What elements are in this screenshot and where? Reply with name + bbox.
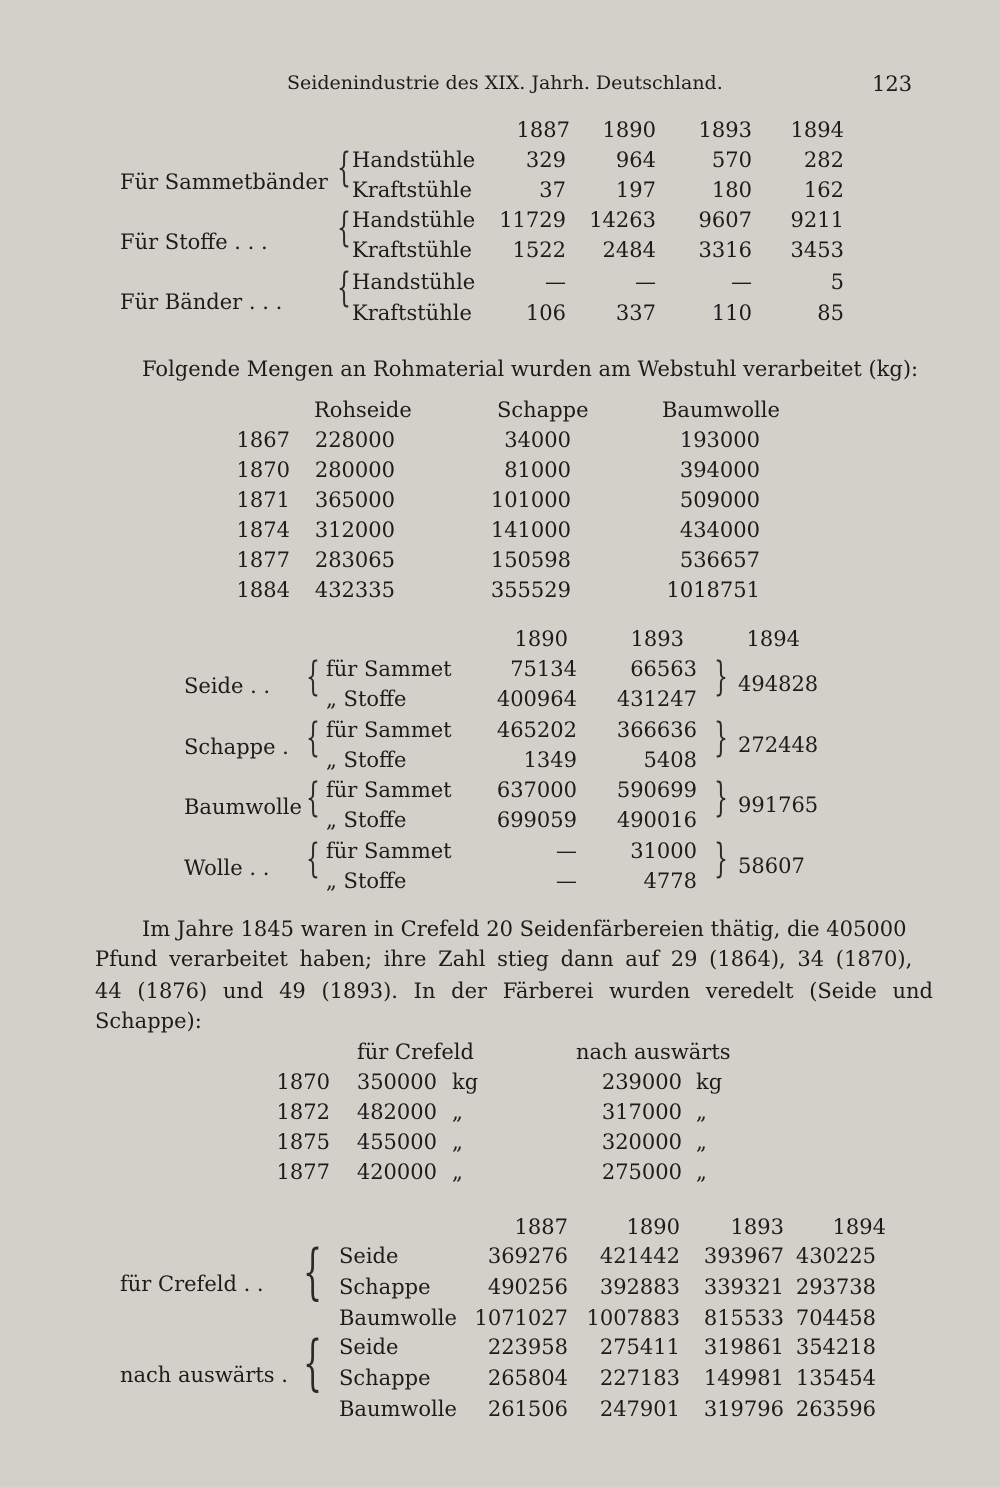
table-cell: 228000 xyxy=(314,428,395,452)
row-label: Handstühle xyxy=(352,208,476,232)
column-header-year: 1894 xyxy=(790,118,844,142)
row-label: Kraftstühle xyxy=(352,238,472,262)
unit-label: „ xyxy=(696,1160,707,1184)
column-header-year: 1894 xyxy=(746,627,800,651)
paragraph-line: Im Jahre 1845 waren in Crefeld 20 Seidenfärbereien thätig, die 405000 xyxy=(142,917,907,941)
table-cell: 350000 xyxy=(356,1070,437,1094)
row-label: Baumwolle xyxy=(339,1397,457,1421)
table-cell: 227183 xyxy=(599,1366,680,1390)
table-cell: 263596 xyxy=(795,1397,876,1421)
row-label: Handstühle xyxy=(352,270,476,294)
table-cell: 34000 xyxy=(504,428,571,452)
group-total: 272448 xyxy=(738,733,819,757)
group-total: 494828 xyxy=(738,672,819,696)
brace: } xyxy=(714,775,728,821)
unit-label: „ xyxy=(452,1130,463,1154)
table-cell: 392883 xyxy=(599,1275,680,1299)
table-cell: 465202 xyxy=(496,718,577,742)
row-year: 1875 xyxy=(276,1130,330,1154)
table-cell: — xyxy=(556,869,577,893)
table-cell: 1018751 xyxy=(666,578,760,602)
table-cell: 431247 xyxy=(616,687,697,711)
row-year: 1867 xyxy=(236,428,290,452)
row-label: für Sammet xyxy=(326,778,452,802)
column-header-year: 1887 xyxy=(514,1215,568,1239)
brace: { xyxy=(306,836,320,882)
table-cell: 490256 xyxy=(487,1275,568,1299)
row-label: „ Stoffe xyxy=(326,687,407,711)
row-year: 1884 xyxy=(236,578,290,602)
table-cell: 37 xyxy=(539,178,566,202)
table-cell: 355529 xyxy=(490,578,571,602)
table-cell: 110 xyxy=(711,301,752,325)
table-cell: — xyxy=(635,270,656,294)
column-header-year: 1894 xyxy=(832,1215,886,1239)
table-cell: 337 xyxy=(615,301,656,325)
group-label: Für Sammetbänder xyxy=(120,170,328,194)
column-header: Baumwolle xyxy=(662,398,780,422)
table-cell: 193000 xyxy=(679,428,760,452)
column-header: Rohseide xyxy=(314,398,412,422)
table-cell: 5408 xyxy=(643,748,697,772)
table-cell: 280000 xyxy=(314,458,395,482)
column-header-year: 1890 xyxy=(514,627,568,651)
unit-label: kg xyxy=(452,1070,479,1094)
table-cell: 490016 xyxy=(616,808,697,832)
table-cell: 275411 xyxy=(599,1335,680,1359)
row-year: 1874 xyxy=(236,518,290,542)
brace: { xyxy=(337,205,351,251)
brace: } xyxy=(714,654,728,700)
table-cell: 150598 xyxy=(490,548,571,572)
group-label: Für Bänder . . . xyxy=(120,290,283,314)
table-cell: 1071027 xyxy=(474,1306,568,1330)
unit-label: „ xyxy=(696,1100,707,1124)
table-cell: 14263 xyxy=(589,208,656,232)
brace: { xyxy=(306,654,320,700)
group-label: Baumwolle xyxy=(184,795,302,819)
table-cell: 1522 xyxy=(512,238,566,262)
table-cell: 320000 xyxy=(601,1130,682,1154)
column-header: für Crefeld xyxy=(357,1040,474,1064)
row-year: 1877 xyxy=(236,548,290,572)
brace: { xyxy=(337,265,351,311)
table-cell: 482000 xyxy=(356,1100,437,1124)
column-header-year: 1890 xyxy=(602,118,656,142)
group-total: 58607 xyxy=(738,854,805,878)
table-cell: 1007883 xyxy=(586,1306,680,1330)
table-cell: 455000 xyxy=(356,1130,437,1154)
group-label: Für Stoffe . . . xyxy=(120,230,268,254)
brace: { xyxy=(303,1328,323,1398)
page-number: 123 xyxy=(872,72,913,96)
column-header-year: 1890 xyxy=(626,1215,680,1239)
table-cell: 319861 xyxy=(703,1335,784,1359)
brace: } xyxy=(714,715,728,761)
table-cell: 141000 xyxy=(490,518,571,542)
unit-label: „ xyxy=(452,1160,463,1184)
table-cell: 570 xyxy=(711,148,752,172)
table-cell: 2484 xyxy=(602,238,656,262)
row-label: Schappe xyxy=(339,1275,431,1299)
row-label: Schappe xyxy=(339,1366,431,1390)
row-label: „ Stoffe xyxy=(326,869,407,893)
table-cell: 275000 xyxy=(601,1160,682,1184)
table-cell: 339321 xyxy=(703,1275,784,1299)
row-label: für Sammet xyxy=(326,657,452,681)
table-cell: — xyxy=(731,270,752,294)
table-cell: 1349 xyxy=(523,748,577,772)
group-label: Schappe . xyxy=(184,735,289,759)
table-cell: 11729 xyxy=(499,208,566,232)
table-cell: 9607 xyxy=(698,208,752,232)
row-year: 1870 xyxy=(276,1070,330,1094)
table-cell: 5 xyxy=(830,270,844,294)
table-cell: 4778 xyxy=(643,869,697,893)
table-cell: 365000 xyxy=(314,488,395,512)
table-cell: 319796 xyxy=(703,1397,784,1421)
table-cell: 265804 xyxy=(487,1366,568,1390)
brace: { xyxy=(337,145,351,191)
table-cell: 637000 xyxy=(496,778,577,802)
row-label: Kraftstühle xyxy=(352,178,472,202)
group-label: Wolle . . xyxy=(184,856,270,880)
row-label: „ Stoffe xyxy=(326,748,407,772)
table-cell: 85 xyxy=(817,301,844,325)
row-year: 1877 xyxy=(276,1160,330,1184)
table-cell: 366636 xyxy=(616,718,697,742)
row-label: für Sammet xyxy=(326,718,452,742)
row-label: Kraftstühle xyxy=(352,301,472,325)
table-cell: 81000 xyxy=(504,458,571,482)
table-cell: 223958 xyxy=(487,1335,568,1359)
unit-label: „ xyxy=(452,1100,463,1124)
table-cell: 536657 xyxy=(679,548,760,572)
table-cell: 293738 xyxy=(795,1275,876,1299)
column-header-year: 1893 xyxy=(630,627,684,651)
row-year: 1870 xyxy=(236,458,290,482)
table-cell: 509000 xyxy=(679,488,760,512)
table-cell: 106 xyxy=(525,301,566,325)
row-label: „ Stoffe xyxy=(326,808,407,832)
table-cell: 430225 xyxy=(795,1244,876,1268)
group-label: nach auswärts . xyxy=(120,1363,288,1387)
table-cell: 704458 xyxy=(795,1306,876,1330)
column-header: nach auswärts xyxy=(576,1040,731,1064)
row-label: Seide xyxy=(339,1335,399,1359)
column-header: Schappe xyxy=(497,398,589,422)
unit-label: „ xyxy=(696,1130,707,1154)
table-cell: 432335 xyxy=(314,578,395,602)
table-cell: 149981 xyxy=(703,1366,784,1390)
table-cell: 261506 xyxy=(487,1397,568,1421)
row-label: Handstühle xyxy=(352,148,476,172)
paragraph-line: Pfund verarbeitet haben; ihre Zahl stieg dann auf 29 (1864), 34 (1870), xyxy=(95,947,913,971)
paragraph-line: 44 (1876) und 49 (1893). In der Färberei wurden veredelt (Seide und xyxy=(95,979,933,1003)
table-cell: 135454 xyxy=(795,1366,876,1390)
brace: } xyxy=(714,836,728,882)
table-cell: 317000 xyxy=(601,1100,682,1124)
running-title: Seidenindustrie des XIX. Jahrh. Deutschland. xyxy=(287,72,723,94)
table-cell: 393967 xyxy=(703,1244,784,1268)
table-cell: 101000 xyxy=(490,488,571,512)
row-label: Baumwolle xyxy=(339,1306,457,1330)
table-cell: — xyxy=(545,270,566,294)
group-label: für Crefeld . . xyxy=(120,1272,264,1296)
table-cell: 394000 xyxy=(679,458,760,482)
unit-label: kg xyxy=(696,1070,723,1094)
table-cell: 421442 xyxy=(599,1244,680,1268)
table-cell: 282 xyxy=(803,148,844,172)
column-header-year: 1893 xyxy=(698,118,752,142)
table-cell: 329 xyxy=(525,148,566,172)
table-cell: 3453 xyxy=(790,238,844,262)
table-cell: 699059 xyxy=(496,808,577,832)
row-label: für Sammet xyxy=(326,839,452,863)
table-cell: 239000 xyxy=(601,1070,682,1094)
table-cell: 247901 xyxy=(599,1397,680,1421)
table-cell: 180 xyxy=(711,178,752,202)
table-cell: 283065 xyxy=(314,548,395,572)
table-cell: 162 xyxy=(803,178,844,202)
table-cell: 197 xyxy=(615,178,656,202)
row-year: 1872 xyxy=(276,1100,330,1124)
row-label: Seide xyxy=(339,1244,399,1268)
table-cell: 434000 xyxy=(679,518,760,542)
group-total: 991765 xyxy=(738,793,819,817)
column-header-year: 1887 xyxy=(516,118,570,142)
table-cell: 354218 xyxy=(795,1335,876,1359)
table-cell: 9211 xyxy=(790,208,844,232)
table-cell: 815533 xyxy=(703,1306,784,1330)
table-cell: 312000 xyxy=(314,518,395,542)
table-cell: 3316 xyxy=(698,238,752,262)
table-cell: 369276 xyxy=(487,1244,568,1268)
table-cell: 964 xyxy=(615,148,656,172)
brace: { xyxy=(303,1237,323,1307)
table-cell: 420000 xyxy=(356,1160,437,1184)
brace: { xyxy=(306,775,320,821)
brace: { xyxy=(306,715,320,761)
table-cell: 400964 xyxy=(496,687,577,711)
table-cell: 66563 xyxy=(630,657,697,681)
group-label: Seide . . xyxy=(184,674,271,698)
table-cell: 31000 xyxy=(630,839,697,863)
table-cell: — xyxy=(556,839,577,863)
paragraph-line: Schappe): xyxy=(95,1009,202,1033)
intro-sentence: Folgende Mengen an Rohmaterial wurden am Webstuhl verarbeitet (kg): xyxy=(142,357,919,381)
row-year: 1871 xyxy=(236,488,290,512)
table-cell: 590699 xyxy=(616,778,697,802)
column-header-year: 1893 xyxy=(730,1215,784,1239)
table-cell: 75134 xyxy=(510,657,577,681)
